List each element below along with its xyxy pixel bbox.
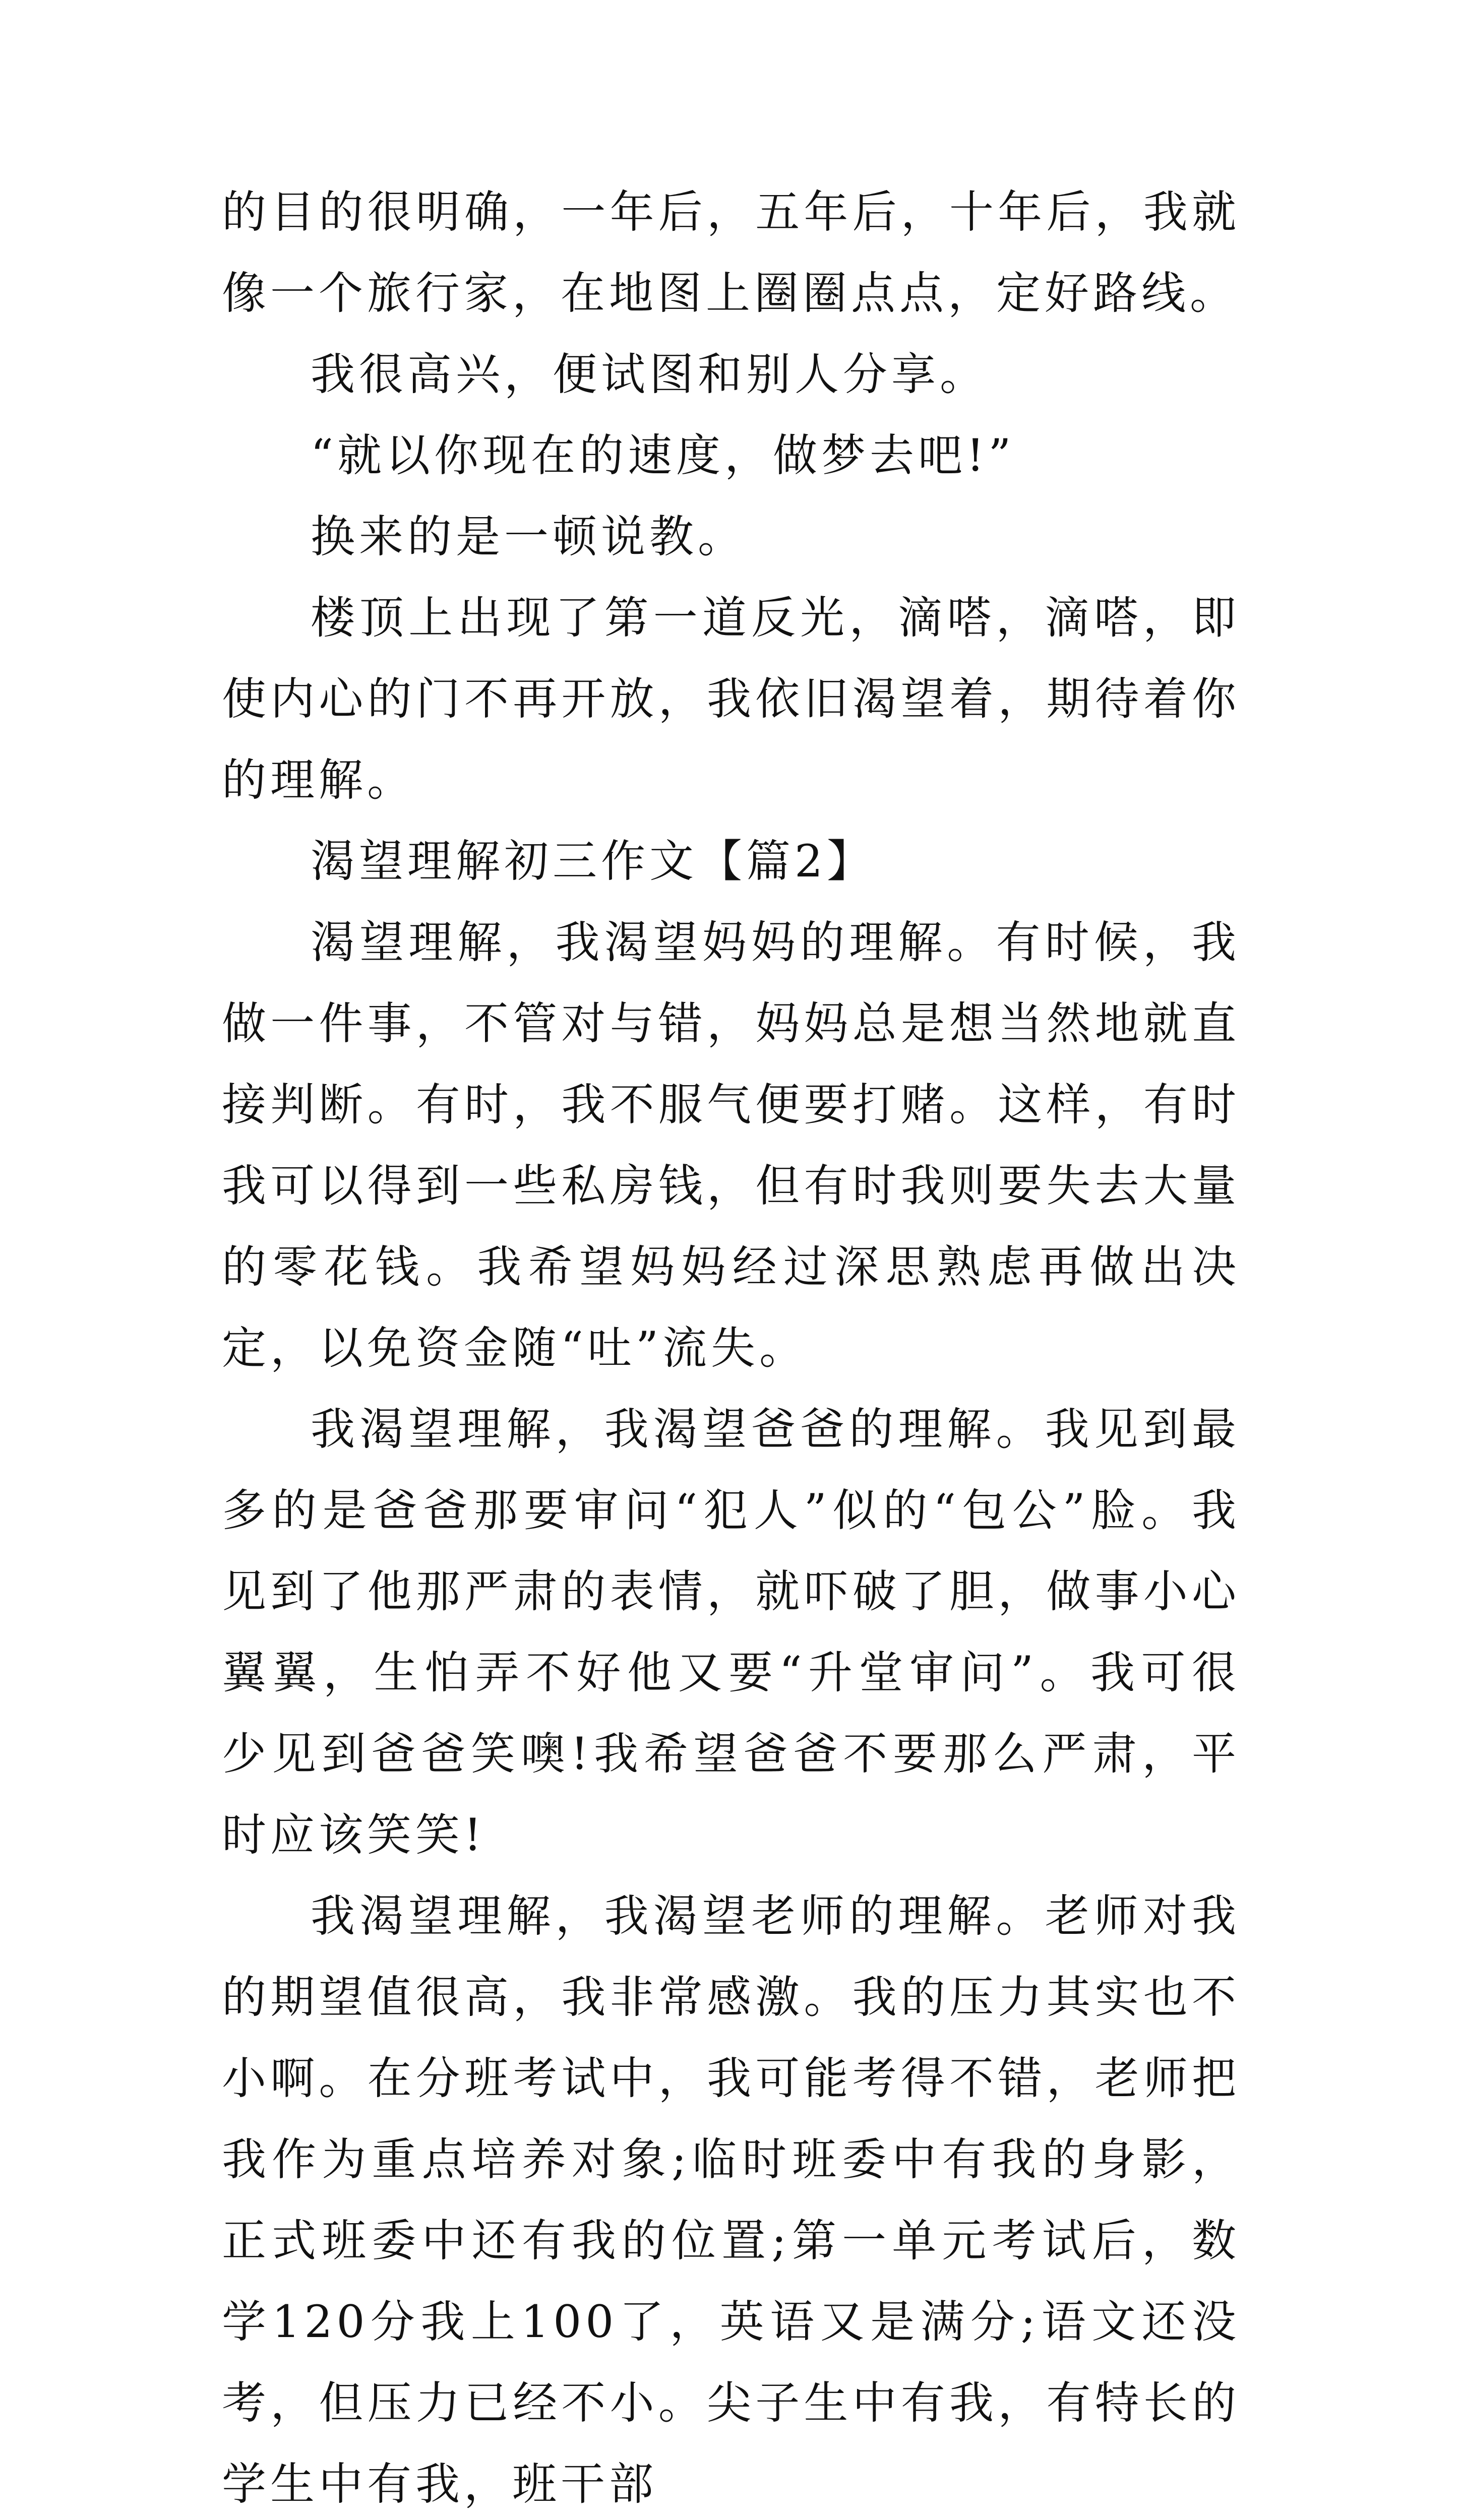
- paragraph-7: 渴望理解，我渴望妈妈的理解。有时候，我做一件事，不管对与错，妈妈总是想当然地就直接判断。有时，我不服气便要打赌。这样，有时我可以得到一些私房钱，但有时我则要失去大量的零花钱。我希望妈妈经过深思熟虑再做出决定，以免资金随“吐”流失。: [222, 916, 1240, 1374]
- section-heading: 渴望理解初三作文【篇2】: [311, 835, 875, 887]
- paragraph-3: “就以你现在的速度，做梦去吧!”: [311, 429, 1015, 481]
- paragraph-5: 楼顶上出现了第一道反光，滴嗒，滴嗒，即使内心的门不再开放，我依旧渴望着，期待着你的理解。: [222, 592, 1240, 806]
- paragraph-2: 我很高兴，便试图和别人分享。: [311, 348, 989, 400]
- document-body: [222, 171, 1240, 2520]
- paragraph-1: 的目的很明确，一年后，五年后，十年后，我就像一个旅行家，在地图上圈圈点点，定好路线。: [222, 186, 1240, 319]
- paragraph-9: 我渴望理解，我渴望老师的理解。老师对我的期望值很高，我非常感激。我的压力其实也不小啊。在分班考试中，我可能考得不错，老师把我作为重点培养对象;临时班委中有我的身影，正式班委中还有我的位置;第一单元考试后，数学120分我上100了，英语又是满分;语文还没考，但压力已经不小。尖子生中有我，有特长的学生中有我，班干部: [222, 1890, 1240, 2510]
- paragraph-4: 换来的是一顿说教。: [311, 511, 747, 562]
- paragraph-8: 我渴望理解，我渴望爸爸的理解。我见到最多的是爸爸那要审问“犯人”似的“包公”脸。我见到了他那严肃的表情，就吓破了胆，做事小心翼翼，生怕弄不好他又要“升堂审问”。我可很少见到爸爸笑噢!我希望爸爸不要那么严肃，平时应该笑笑!: [222, 1403, 1240, 1861]
